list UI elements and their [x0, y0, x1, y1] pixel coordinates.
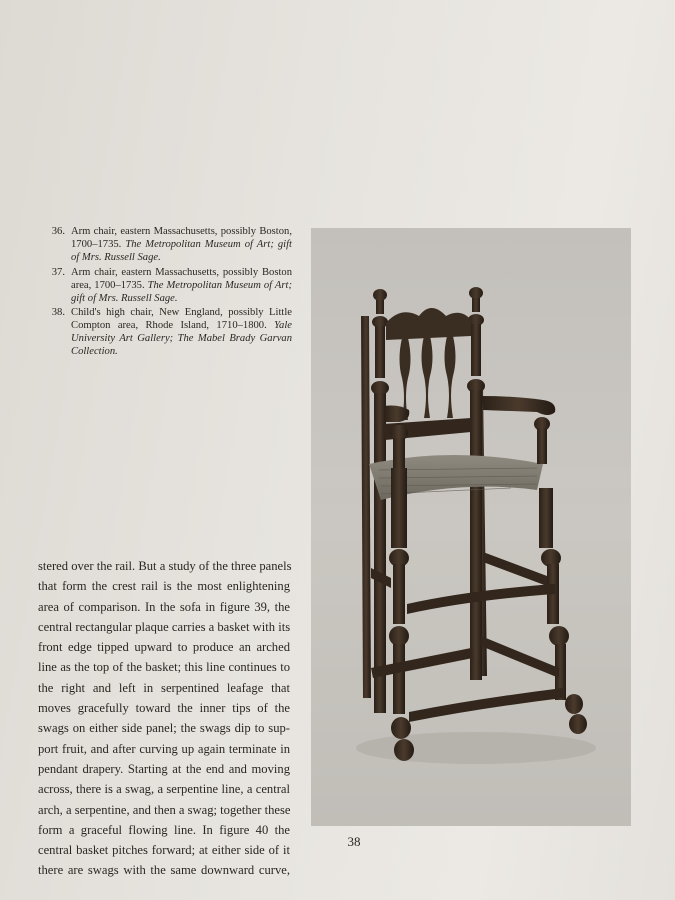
- caption-number: 37.: [51, 266, 65, 278]
- caption-36: [40, 226, 292, 265]
- page-number: 38: [347, 834, 361, 849]
- body-line: stered over the rail. But a study of the three panels: [38, 559, 292, 573]
- caption-38: [40, 307, 292, 359]
- body-line: area of comparison. In the sofa in figure 39, the: [38, 599, 290, 614]
- body-line: pendant drapery. Starting at the end and moving: [38, 761, 290, 776]
- caption-credit: The Metropolitan Museum of Art; gift of Mrs. Russell Sage.: [71, 238, 292, 263]
- body-line: that form the crest rail is the most enlightening: [38, 579, 290, 594]
- body-line: line as the top of the basket; this line continues to: [38, 660, 290, 675]
- figure-captions: [40, 226, 292, 361]
- body-line: central basket pitches forward; at either side of it: [38, 843, 290, 858]
- body-line: across, there is a swag, a serpentine line, a central: [38, 782, 290, 797]
- high-chair-photo: [311, 228, 631, 826]
- caption-number: 38.: [51, 307, 65, 319]
- caption-number: 36.: [51, 226, 65, 237]
- body-line: port fruit, and after curving up again terminate in: [38, 741, 290, 756]
- caption-text: Child's high chair, New England, possibly Little Compton area, Rhode Island, 1710–1800.: [71, 307, 292, 332]
- caption-text: Arm chair, eastern Massachusetts, possibly Boston area, 1700–1735.: [71, 266, 292, 291]
- body-line: swags on either side panel; the swags dip to sup-: [38, 721, 290, 736]
- body-line: arch, a serpentine, and then a swag; together these: [38, 802, 291, 817]
- body-line: central rectangular plaque carries a basket with its: [38, 619, 291, 634]
- caption-credit: Yale University Art Gallery; The Mabel Brady Garvan Collection.: [71, 320, 292, 358]
- body-line: front edge tipped upward to produce an arched: [38, 640, 290, 655]
- body-line: the right and left in serpentined leafage that: [38, 680, 290, 695]
- caption-text: Arm chair, eastern Massachusetts, possibly Boston, 1700–1735.: [71, 226, 292, 250]
- caption-37: [40, 267, 292, 306]
- body-line: there are swags with the same downward curve,: [38, 863, 290, 878]
- body-text: [38, 556, 290, 881]
- caption-credit: The Metropolitan Museum of Art; gift of Mrs. Russell Sage.: [71, 279, 292, 304]
- body-line: form a graceful flowing line. In figure 40 the: [38, 822, 290, 837]
- body-line: moves gracefully toward the inner tips of the: [38, 701, 290, 716]
- high-chair-illustration: [311, 228, 631, 826]
